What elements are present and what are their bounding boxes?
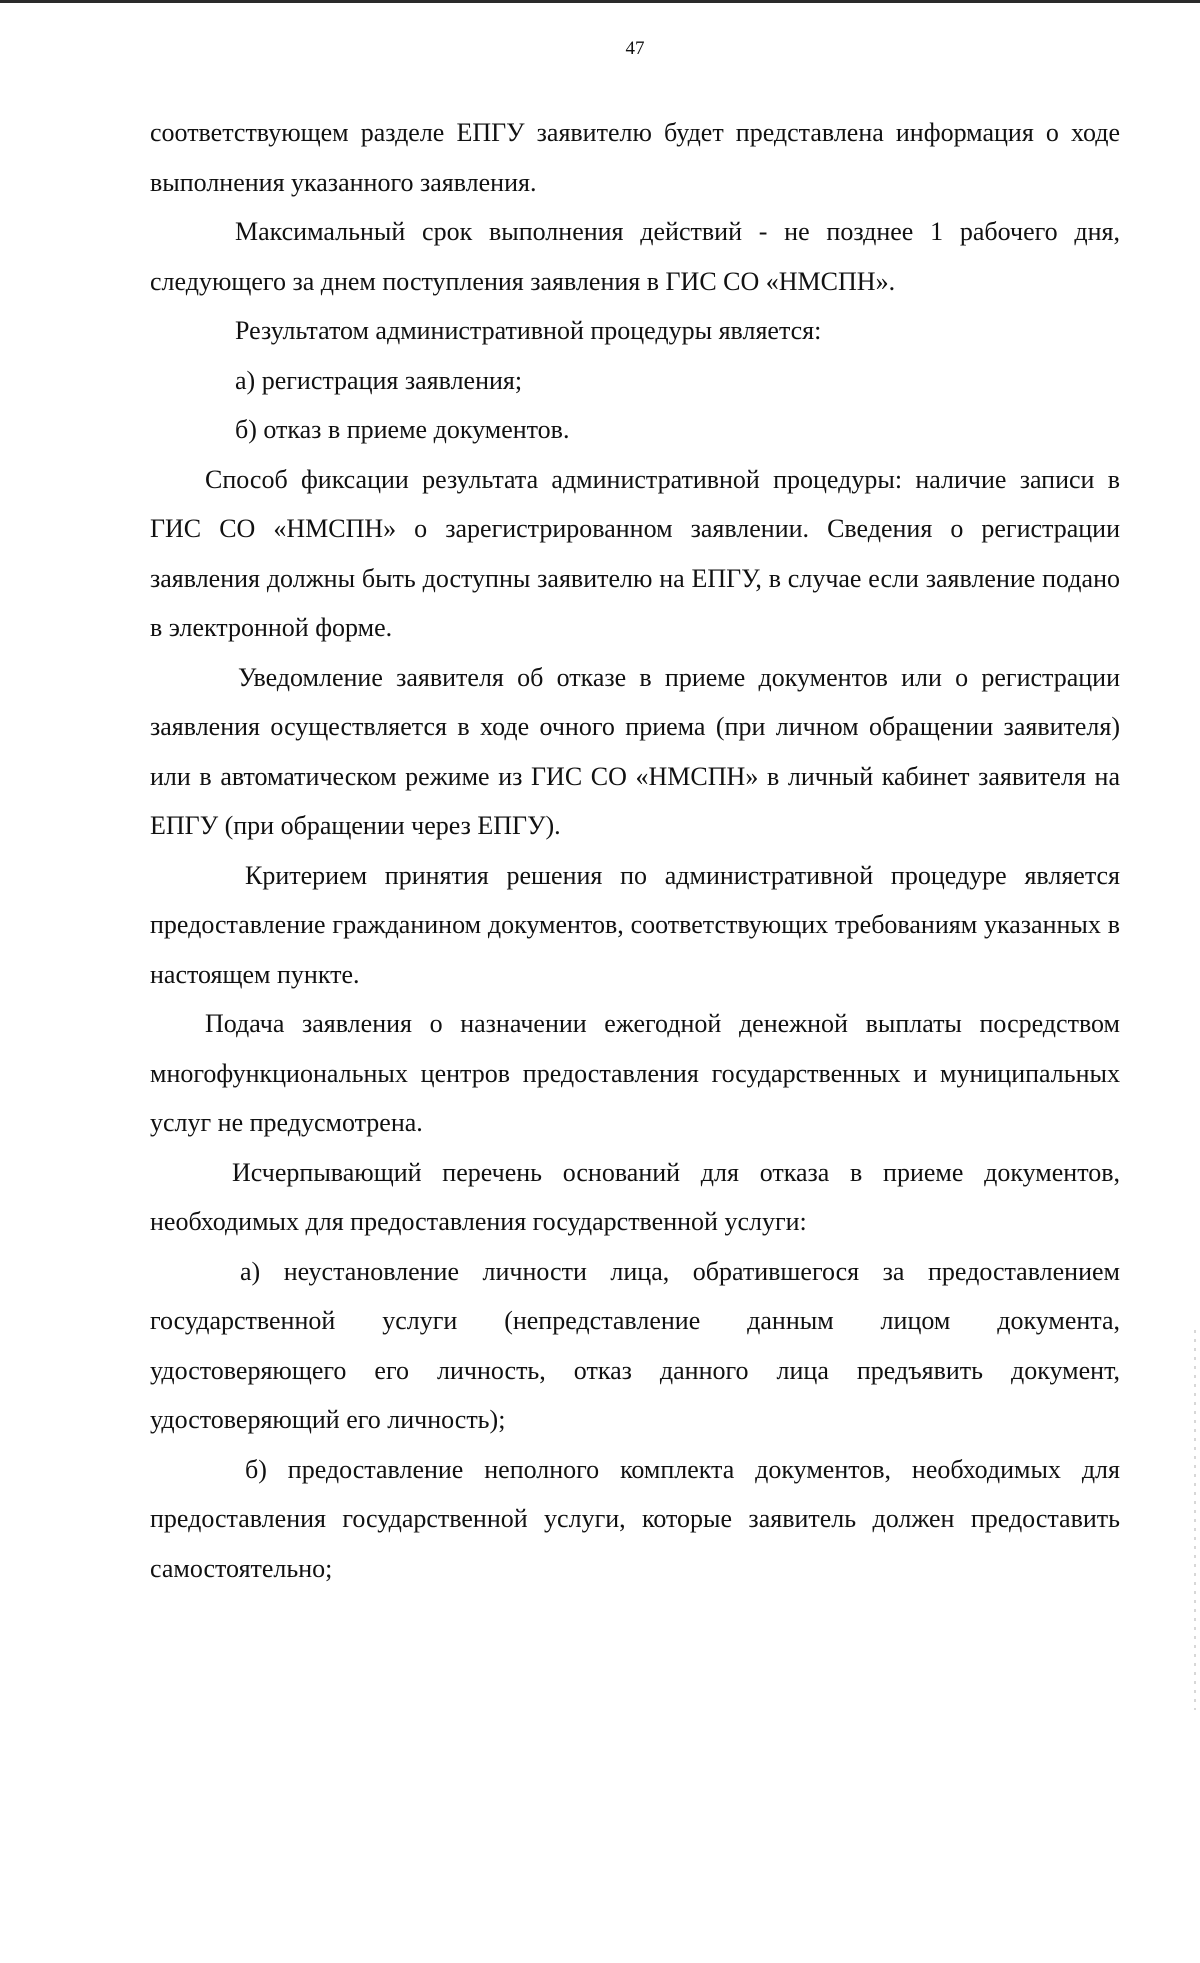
scan-top-border [0,0,1200,3]
paragraph-fixation-method: Способ фиксации результата административной процедуры: наличие записи в ГИС СО «НМСПН» о зарегистрированном заявлении. Сведения о регистрации заявления должны быть доступны заявителю на ЕПГУ, в случае если заявление подано в электронной форме. [150,464,1120,642]
paragraph-decision-criterion: Критерием принятия решения по административной процедуре является предоставление гражданином документов, соответствующих требованиям указанных в настоящем пункте. [150,860,1120,989]
scan-edge-artifact [1194,1330,1196,1710]
list-item-incomplete-docs: б) предоставление неполного комплекта документов, необходимых для предоставления государственной услуги, которые заявитель должен предоставить самостоятельно; [150,1454,1120,1583]
paragraph-epgu-info: соответствующем разделе ЕПГУ заявителю будет представлена информация о ходе выполнения указанного заявления. [150,118,1120,197]
paragraph-max-term: Максимальный срок выполнения действий - не позднее 1 рабочего дня, следующего за днем поступления заявления в ГИС СО «НМСПН». [150,217,1120,296]
paragraph-notification: Уведомление заявителя об отказе в приеме документов или о регистрации заявления осуществляется в ходе очного приема (при личном обращении заявителя) или в автоматическом режиме из ГИС СО «НМСПН» в личный кабинет заявителя на ЕПГУ (при обращении через ЕПГУ). [150,662,1120,840]
paragraph-mfc-submission: Подача заявления о назначении ежегодной денежной выплаты посредством многофункциональных центров предоставления государственных и муниципальных услуг не предусмотрена. [150,1009,1120,1137]
list-item-refusal: б) отказ в приеме документов. [235,415,570,444]
list-item-identity: а) неустановление личности лица, обратившегося за предоставлением государственной услуги (непредставление данным лицом документа, удостоверяющего его личность, отказ данного лица предъявить документ, удостоверяющий его личность); [150,1256,1120,1434]
paragraph-refusal-grounds: Исчерпывающий перечень оснований для отказа в приеме документов, необходимых для предоставления государственной услуги: [150,1157,1120,1236]
list-item-registration: а) регистрация заявления; [235,365,523,395]
page-number: 47 [625,38,645,59]
document-body [150,108,1120,1593]
paragraph-result-heading: Результатом административной процедуры является: [235,316,822,345]
